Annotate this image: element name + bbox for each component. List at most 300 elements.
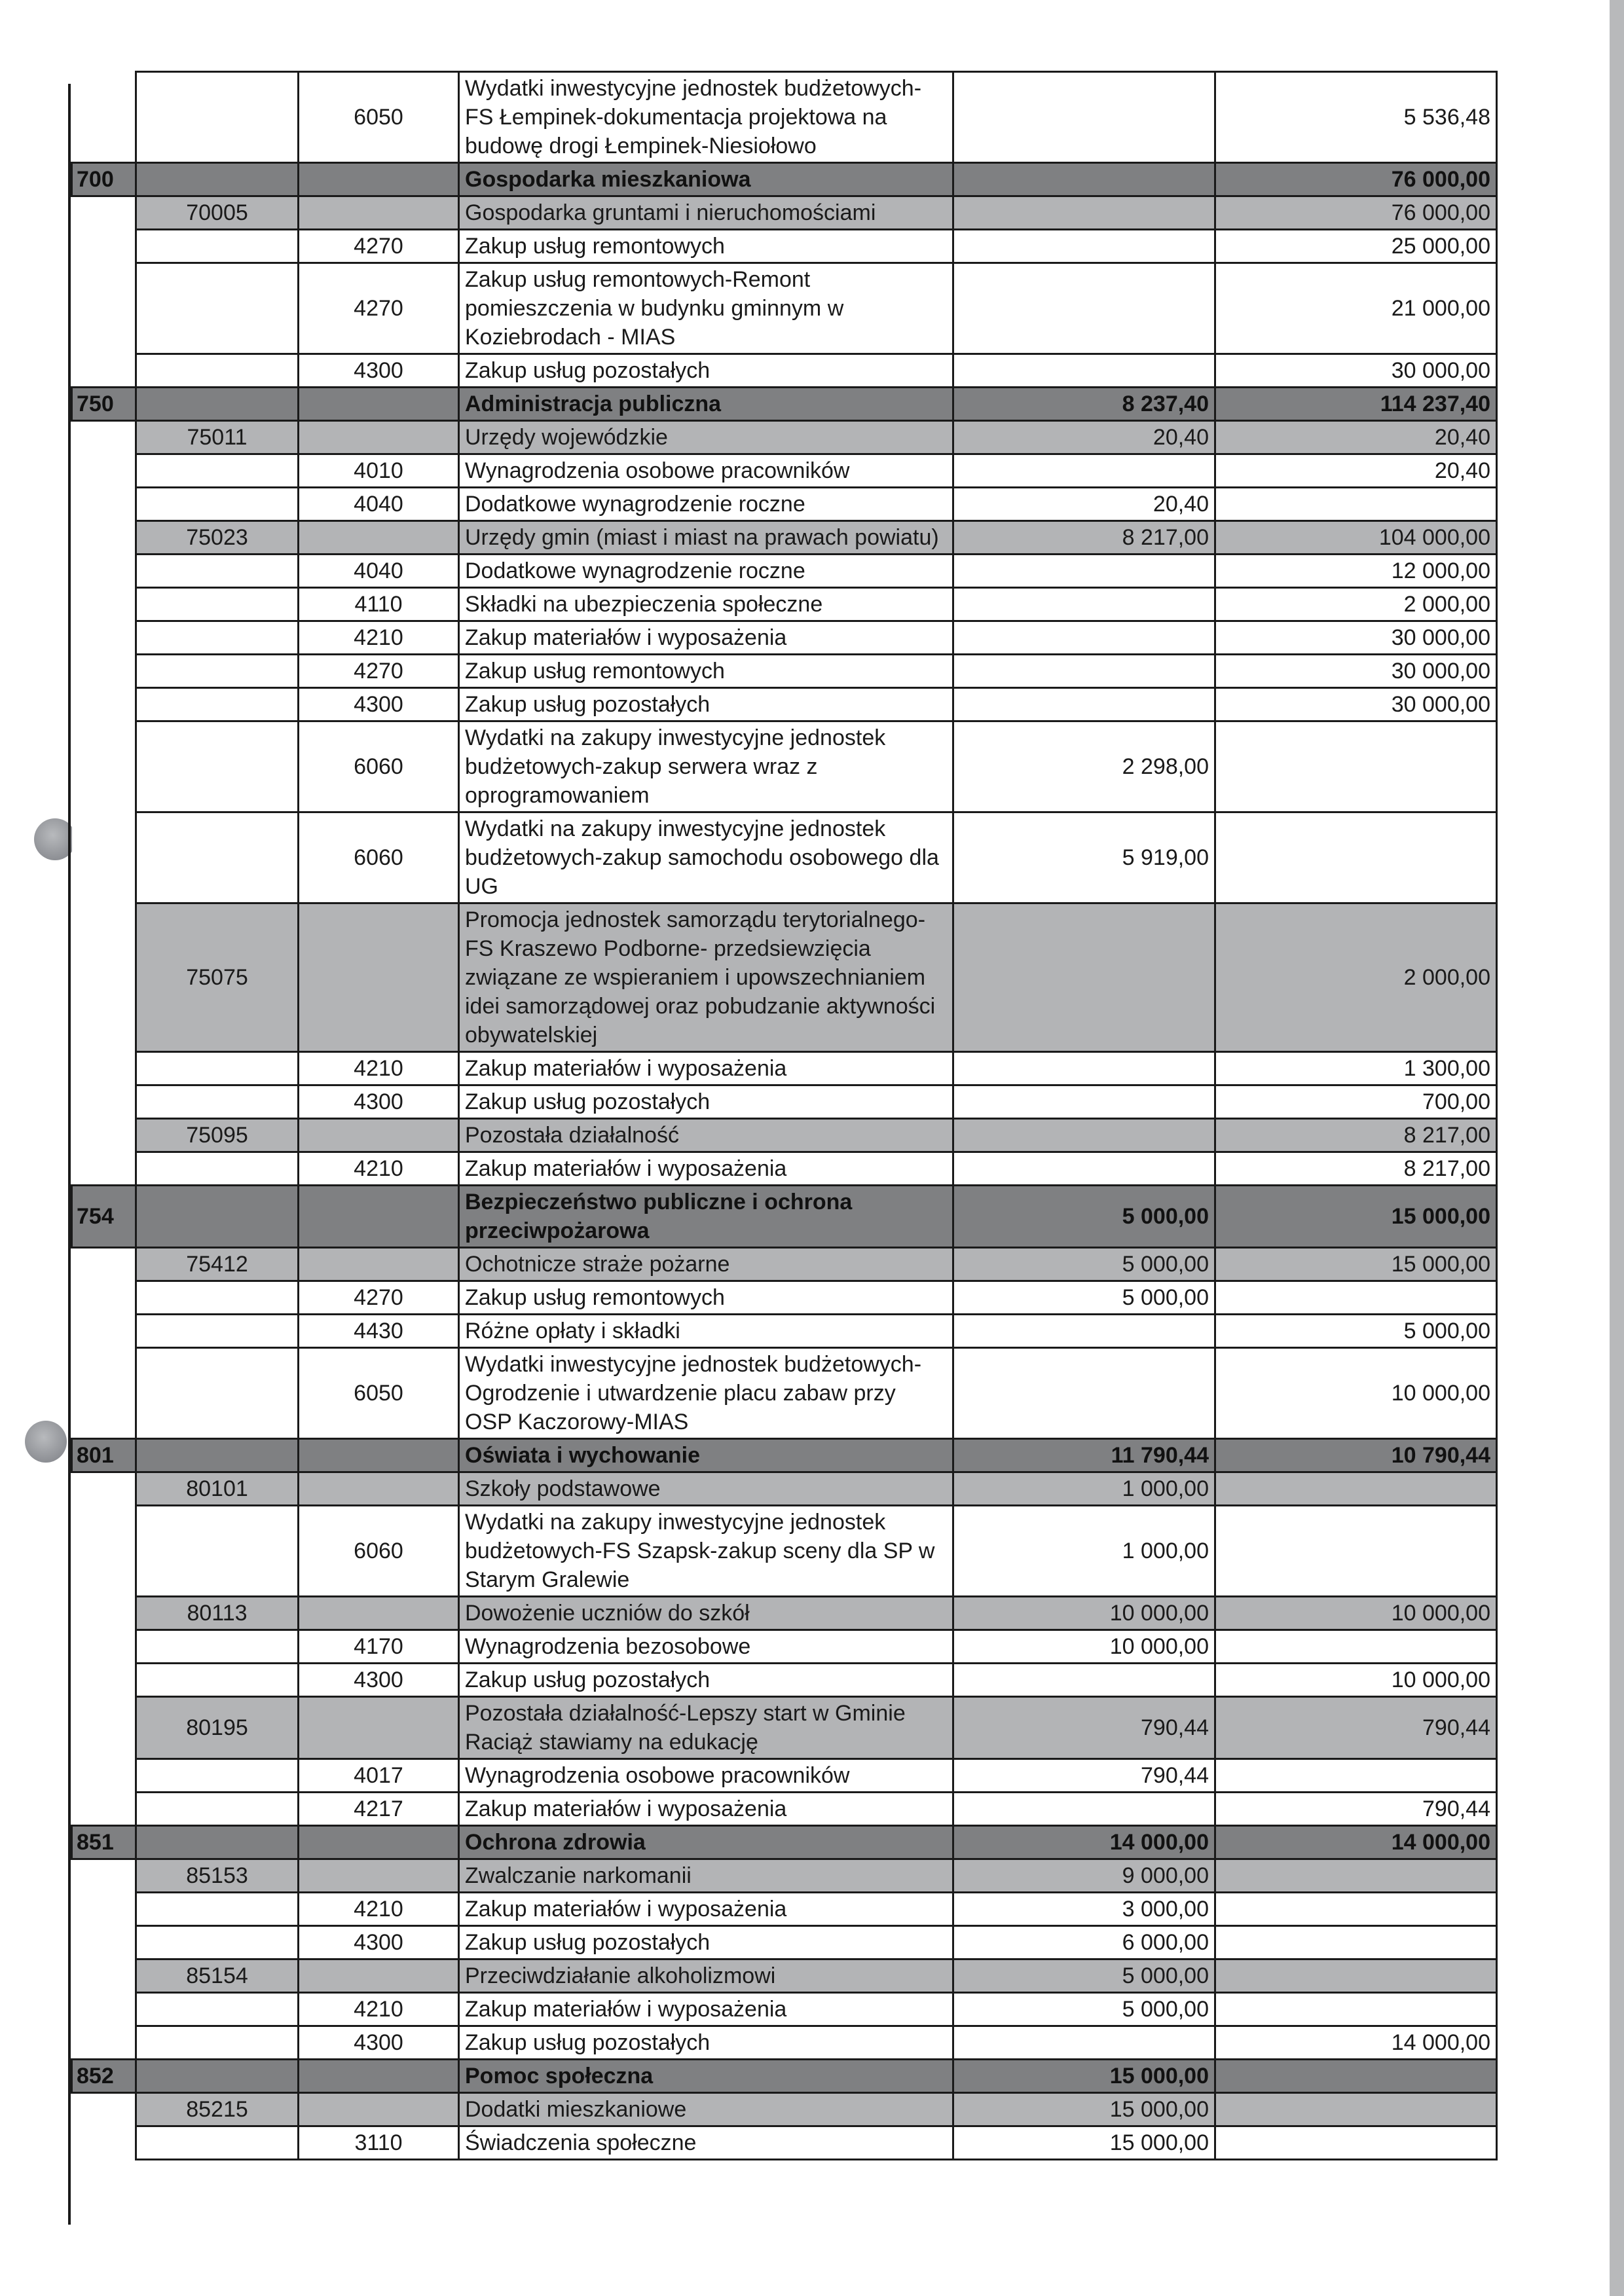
amount-increase-cell: 30 000,00 — [1215, 688, 1497, 721]
chapter-code-cell — [136, 1315, 299, 1348]
paragraph-code-cell — [299, 1472, 459, 1506]
amount-decrease-cell: 14 000,00 — [953, 1826, 1215, 1859]
description-cell: Zakup materiałów i wyposażenia — [459, 1152, 953, 1186]
amount-decrease-cell: 5 919,00 — [953, 812, 1215, 903]
chapter-code-cell — [136, 588, 299, 621]
paragraph-code-cell: 4017 — [299, 1759, 459, 1793]
section-code-cell — [72, 354, 136, 388]
paragraph-code-cell — [299, 1119, 459, 1152]
section-code-cell: 754 — [72, 1186, 136, 1248]
item-row — [72, 488, 1497, 521]
description-cell: Zakup usług pozostałych — [459, 354, 953, 388]
chapter-code-cell: 75011 — [136, 421, 299, 454]
paragraph-code-cell: 6060 — [299, 812, 459, 903]
description-cell: Bezpieczeństwo publiczne i ochrona przeciwpożarowa — [459, 1186, 953, 1248]
paragraph-code-cell: 6050 — [299, 72, 459, 163]
item-row — [72, 1348, 1497, 1439]
amount-decrease-cell — [953, 688, 1215, 721]
item-row — [72, 1506, 1497, 1597]
chapter-code-cell — [136, 1052, 299, 1085]
amount-decrease-cell — [953, 354, 1215, 388]
chapter-row — [72, 1248, 1497, 1281]
description-cell: Urzędy wojewódzkie — [459, 421, 953, 454]
section-code-cell — [72, 1926, 136, 1959]
section-code-cell — [72, 521, 136, 555]
amount-increase-cell: 5 000,00 — [1215, 1315, 1497, 1348]
section-code-cell — [72, 1993, 136, 2026]
chapter-code-cell — [136, 721, 299, 812]
item-row — [72, 1281, 1497, 1315]
chapter-row — [72, 1472, 1497, 1506]
item-row — [72, 812, 1497, 903]
section-code-cell — [72, 72, 136, 163]
amount-increase-cell — [1215, 1859, 1497, 1893]
amount-increase-cell: 14 000,00 — [1215, 2026, 1497, 2060]
section-code-cell — [72, 230, 136, 263]
amount-increase-cell — [1215, 721, 1497, 812]
description-cell: Świadczenia społeczne — [459, 2126, 953, 2160]
amount-decrease-cell — [953, 196, 1215, 230]
amount-increase-cell: 10 790,44 — [1215, 1439, 1497, 1472]
amount-increase-cell — [1215, 812, 1497, 903]
paragraph-code-cell: 6060 — [299, 721, 459, 812]
section-code-cell — [72, 812, 136, 903]
amount-decrease-cell — [953, 1152, 1215, 1186]
amount-increase-cell: 12 000,00 — [1215, 555, 1497, 588]
description-cell: Wynagrodzenia osobowe pracowników — [459, 454, 953, 488]
item-row — [72, 721, 1497, 812]
paragraph-code-cell — [299, 1248, 459, 1281]
section-code-cell — [72, 1119, 136, 1152]
amount-decrease-cell — [953, 1119, 1215, 1152]
description-cell: Dodatki mieszkaniowe — [459, 2093, 953, 2126]
paragraph-code-cell — [299, 1439, 459, 1472]
paragraph-code-cell — [299, 1959, 459, 1993]
paragraph-code-cell: 4210 — [299, 1052, 459, 1085]
paragraph-code-cell: 6060 — [299, 1506, 459, 1597]
paragraph-code-cell: 4010 — [299, 454, 459, 488]
amount-increase-cell: 21 000,00 — [1215, 263, 1497, 354]
amount-increase-cell — [1215, 488, 1497, 521]
amount-decrease-cell — [953, 1052, 1215, 1085]
amount-increase-cell: 790,44 — [1215, 1793, 1497, 1826]
amount-decrease-cell: 15 000,00 — [953, 2060, 1215, 2093]
description-cell: Szkoły podstawowe — [459, 1472, 953, 1506]
chapter-code-cell: 85154 — [136, 1959, 299, 1993]
section-code-cell — [72, 903, 136, 1052]
amount-increase-cell — [1215, 1281, 1497, 1315]
amount-increase-cell — [1215, 2093, 1497, 2126]
item-row — [72, 2026, 1497, 2060]
amount-decrease-cell — [953, 1793, 1215, 1826]
description-cell: Różne opłaty i składki — [459, 1315, 953, 1348]
amount-increase-cell: 76 000,00 — [1215, 196, 1497, 230]
chapter-code-cell — [136, 1085, 299, 1119]
amount-decrease-cell — [953, 1085, 1215, 1119]
amount-decrease-cell: 3 000,00 — [953, 1893, 1215, 1926]
chapter-code-cell: 85215 — [136, 2093, 299, 2126]
description-cell: Zakup usług remontowych — [459, 230, 953, 263]
item-row — [72, 1926, 1497, 1959]
chapter-code-cell — [136, 72, 299, 163]
paragraph-code-cell: 4170 — [299, 1630, 459, 1664]
budget-table-body — [72, 72, 1497, 2160]
section-code-cell — [72, 2026, 136, 2060]
amount-decrease-cell — [953, 2026, 1215, 2060]
amount-decrease-cell: 6 000,00 — [953, 1926, 1215, 1959]
section-code-cell — [72, 1697, 136, 1759]
item-row — [72, 1152, 1497, 1186]
paragraph-code-cell: 4217 — [299, 1793, 459, 1826]
section-code-cell: 700 — [72, 163, 136, 196]
section-code-cell — [72, 1152, 136, 1186]
description-cell: Wydatki inwestycyjne jednostek budżetowych-FS Łempinek-dokumentacja projektowa na budowę drogi Łempinek-Niesiołowo — [459, 72, 953, 163]
description-cell: Gospodarka mieszkaniowa — [459, 163, 953, 196]
chapter-row — [72, 521, 1497, 555]
description-cell: Zakup materiałów i wyposażenia — [459, 1052, 953, 1085]
description-cell: Wydatki na zakupy inwestycyjne jednostek budżetowych-zakup serwera wraz z oprogramowaniem — [459, 721, 953, 812]
chapter-row — [72, 196, 1497, 230]
section-code-cell — [72, 1472, 136, 1506]
amount-decrease-cell: 11 790,44 — [953, 1439, 1215, 1472]
section-code-cell — [72, 488, 136, 521]
description-cell: Dodatkowe wynagrodzenie roczne — [459, 488, 953, 521]
chapter-code-cell — [136, 621, 299, 655]
description-cell: Zakup usług pozostałych — [459, 1085, 953, 1119]
section-row — [72, 1826, 1497, 1859]
description-cell: Wydatki na zakupy inwestycyjne jednostek budżetowych-FS Szapsk-zakup sceny dla SP w Starym Gralewie — [459, 1506, 953, 1597]
description-cell: Zakup usług pozostałych — [459, 1926, 953, 1959]
amount-increase-cell: 15 000,00 — [1215, 1186, 1497, 1248]
paragraph-code-cell: 6050 — [299, 1348, 459, 1439]
description-cell: Pozostała działalność-Lepszy start w Gminie Raciąż stawiamy na edukację — [459, 1697, 953, 1759]
amount-increase-cell: 10 000,00 — [1215, 1597, 1497, 1630]
paragraph-code-cell: 4300 — [299, 1926, 459, 1959]
item-row — [72, 230, 1497, 263]
description-cell: Zakup materiałów i wyposażenia — [459, 1993, 953, 2026]
description-cell: Wydatki na zakupy inwestycyjne jednostek budżetowych-zakup samochodu osobowego dla UG — [459, 812, 953, 903]
description-cell: Dowożenie uczniów do szkół — [459, 1597, 953, 1630]
section-code-cell — [72, 1859, 136, 1893]
paragraph-code-cell — [299, 903, 459, 1052]
chapter-code-cell — [136, 2060, 299, 2093]
amount-decrease-cell: 10 000,00 — [953, 1597, 1215, 1630]
amount-decrease-cell — [953, 1348, 1215, 1439]
description-cell: Składki na ubezpieczenia społeczne — [459, 588, 953, 621]
description-cell: Zwalczanie narkomanii — [459, 1859, 953, 1893]
chapter-code-cell — [136, 454, 299, 488]
section-code-cell — [72, 1893, 136, 1926]
section-code-cell — [72, 1506, 136, 1597]
item-row — [72, 1793, 1497, 1826]
section-code-cell — [72, 1348, 136, 1439]
amount-decrease-cell — [953, 1664, 1215, 1697]
description-cell: Zakup materiałów i wyposażenia — [459, 1793, 953, 1826]
section-code-cell — [72, 1959, 136, 1993]
description-cell: Zakup usług remontowych — [459, 1281, 953, 1315]
paragraph-code-cell — [299, 2060, 459, 2093]
chapter-code-cell: 75075 — [136, 903, 299, 1052]
chapter-row — [72, 421, 1497, 454]
description-cell: Przeciwdziałanie alkoholizmowi — [459, 1959, 953, 1993]
item-row — [72, 1052, 1497, 1085]
chapter-code-cell: 75023 — [136, 521, 299, 555]
amount-decrease-cell: 1 000,00 — [953, 1472, 1215, 1506]
section-code-cell — [72, 196, 136, 230]
amount-increase-cell: 20,40 — [1215, 421, 1497, 454]
chapter-row — [72, 2093, 1497, 2126]
chapter-code-cell — [136, 1793, 299, 1826]
chapter-code-cell — [136, 1186, 299, 1248]
chapter-code-cell: 85153 — [136, 1859, 299, 1893]
section-row — [72, 163, 1497, 196]
section-code-cell — [72, 1597, 136, 1630]
chapter-code-cell: 80101 — [136, 1472, 299, 1506]
description-cell: Ochrona zdrowia — [459, 1826, 953, 1859]
paragraph-code-cell — [299, 196, 459, 230]
chapter-code-cell — [136, 1281, 299, 1315]
amount-increase-cell: 25 000,00 — [1215, 230, 1497, 263]
amount-decrease-cell: 20,40 — [953, 488, 1215, 521]
chapter-row — [72, 903, 1497, 1052]
section-code-cell — [72, 721, 136, 812]
chapter-code-cell — [136, 1630, 299, 1664]
description-cell: Wynagrodzenia bezosobowe — [459, 1630, 953, 1664]
item-row — [72, 72, 1497, 163]
section-code-cell — [72, 1315, 136, 1348]
paragraph-code-cell: 4040 — [299, 488, 459, 521]
paragraph-code-cell: 4210 — [299, 1993, 459, 2026]
amount-decrease-cell — [953, 163, 1215, 196]
description-cell: Gospodarka gruntami i nieruchomościami — [459, 196, 953, 230]
amount-decrease-cell — [953, 263, 1215, 354]
section-code-cell — [72, 454, 136, 488]
section-code-cell — [72, 1085, 136, 1119]
paragraph-code-cell: 4210 — [299, 1893, 459, 1926]
chapter-row — [72, 1859, 1497, 1893]
amount-decrease-cell: 790,44 — [953, 1759, 1215, 1793]
paragraph-code-cell: 4300 — [299, 2026, 459, 2060]
paragraph-code-cell: 4300 — [299, 1664, 459, 1697]
section-code-cell — [72, 421, 136, 454]
amount-decrease-cell: 9 000,00 — [953, 1859, 1215, 1893]
amount-increase-cell: 114 237,40 — [1215, 388, 1497, 421]
amount-increase-cell: 8 217,00 — [1215, 1119, 1497, 1152]
amount-decrease-cell: 1 000,00 — [953, 1506, 1215, 1597]
chapter-code-cell — [136, 263, 299, 354]
paragraph-code-cell — [299, 1186, 459, 1248]
chapter-code-cell — [136, 1506, 299, 1597]
item-row — [72, 1630, 1497, 1664]
chapter-code-cell — [136, 388, 299, 421]
paragraph-code-cell: 4270 — [299, 230, 459, 263]
amount-decrease-cell: 5 000,00 — [953, 1281, 1215, 1315]
amount-decrease-cell: 790,44 — [953, 1697, 1215, 1759]
section-row — [72, 2060, 1497, 2093]
paragraph-code-cell — [299, 388, 459, 421]
paragraph-code-cell — [299, 1697, 459, 1759]
chapter-code-cell: 80113 — [136, 1597, 299, 1630]
description-cell: Zakup usług pozostałych — [459, 1664, 953, 1697]
amount-increase-cell: 30 000,00 — [1215, 354, 1497, 388]
section-code-cell — [72, 1793, 136, 1826]
paragraph-code-cell: 4270 — [299, 655, 459, 688]
amount-increase-cell: 790,44 — [1215, 1697, 1497, 1759]
chapter-code-cell — [136, 1439, 299, 1472]
amount-increase-cell: 10 000,00 — [1215, 1348, 1497, 1439]
amount-increase-cell — [1215, 2126, 1497, 2160]
paragraph-code-cell — [299, 2093, 459, 2126]
section-code-cell: 851 — [72, 1826, 136, 1859]
paragraph-code-cell: 4210 — [299, 1152, 459, 1186]
section-row — [72, 1439, 1497, 1472]
section-code-cell — [72, 588, 136, 621]
chapter-code-cell — [136, 354, 299, 388]
chapter-code-cell — [136, 2026, 299, 2060]
chapter-code-cell — [136, 1152, 299, 1186]
amount-increase-cell — [1215, 1959, 1497, 1993]
item-row — [72, 354, 1497, 388]
amount-increase-cell: 30 000,00 — [1215, 621, 1497, 655]
amount-decrease-cell: 15 000,00 — [953, 2093, 1215, 2126]
amount-increase-cell: 5 536,48 — [1215, 72, 1497, 163]
description-cell: Zakup usług remontowych-Remont pomieszczenia w budynku gminnym w Koziebrodach - MIAS — [459, 263, 953, 354]
item-row — [72, 655, 1497, 688]
amount-increase-cell — [1215, 1630, 1497, 1664]
section-code-cell — [72, 1630, 136, 1664]
description-cell: Oświata i wychowanie — [459, 1439, 953, 1472]
description-cell: Zakup materiałów i wyposażenia — [459, 621, 953, 655]
punch-hole — [25, 1421, 67, 1463]
paragraph-code-cell: 4110 — [299, 588, 459, 621]
chapter-code-cell — [136, 655, 299, 688]
item-row — [72, 621, 1497, 655]
amount-decrease-cell — [953, 72, 1215, 163]
chapter-code-cell — [136, 812, 299, 903]
item-row — [72, 688, 1497, 721]
paragraph-code-cell — [299, 1859, 459, 1893]
chapter-code-cell — [136, 163, 299, 196]
amount-decrease-cell: 5 000,00 — [953, 1993, 1215, 2026]
amount-increase-cell: 2 000,00 — [1215, 903, 1497, 1052]
amount-decrease-cell — [953, 454, 1215, 488]
item-row — [72, 2126, 1497, 2160]
chapter-code-cell: 75412 — [136, 1248, 299, 1281]
paragraph-code-cell: 4270 — [299, 263, 459, 354]
description-cell: Zakup usług pozostałych — [459, 688, 953, 721]
chapter-code-cell: 80195 — [136, 1697, 299, 1759]
paragraph-code-cell: 4300 — [299, 354, 459, 388]
section-code-cell — [72, 1281, 136, 1315]
paragraph-code-cell: 4430 — [299, 1315, 459, 1348]
chapter-code-cell — [136, 488, 299, 521]
paragraph-code-cell: 4040 — [299, 555, 459, 588]
amount-increase-cell — [1215, 1993, 1497, 2026]
description-cell: Wydatki inwestycyjne jednostek budżetowych-Ogrodzenie i utwardzenie placu zabaw przy OSP Kaczorowy-MIAS — [459, 1348, 953, 1439]
description-cell: Wynagrodzenia osobowe pracowników — [459, 1759, 953, 1793]
amount-increase-cell — [1215, 1759, 1497, 1793]
amount-increase-cell — [1215, 1472, 1497, 1506]
item-row — [72, 1085, 1497, 1119]
section-row — [72, 1186, 1497, 1248]
amount-decrease-cell — [953, 555, 1215, 588]
paragraph-code-cell: 4300 — [299, 1085, 459, 1119]
description-cell: Zakup usług remontowych — [459, 655, 953, 688]
amount-decrease-cell: 15 000,00 — [953, 2126, 1215, 2160]
chapter-code-cell — [136, 1926, 299, 1959]
paragraph-code-cell — [299, 521, 459, 555]
chapter-code-cell — [136, 1759, 299, 1793]
section-code-cell — [72, 2126, 136, 2160]
amount-decrease-cell — [953, 621, 1215, 655]
section-code-cell: 801 — [72, 1439, 136, 1472]
amount-decrease-cell: 5 000,00 — [953, 1248, 1215, 1281]
budget-table — [71, 71, 1498, 2160]
amount-decrease-cell: 5 000,00 — [953, 1186, 1215, 1248]
amount-decrease-cell: 8 237,40 — [953, 388, 1215, 421]
amount-increase-cell — [1215, 2060, 1497, 2093]
chapter-row — [72, 1119, 1497, 1152]
paragraph-code-cell — [299, 163, 459, 196]
item-row — [72, 1315, 1497, 1348]
description-cell: Ochotnicze straże pożarne — [459, 1248, 953, 1281]
section-code-cell — [72, 263, 136, 354]
amount-increase-cell: 1 300,00 — [1215, 1052, 1497, 1085]
amount-decrease-cell: 5 000,00 — [953, 1959, 1215, 1993]
section-code-cell — [72, 1664, 136, 1697]
amount-increase-cell: 104 000,00 — [1215, 521, 1497, 555]
paragraph-code-cell: 4210 — [299, 621, 459, 655]
description-cell: Pomoc społeczna — [459, 2060, 953, 2093]
amount-increase-cell: 10 000,00 — [1215, 1664, 1497, 1697]
chapter-code-cell — [136, 1993, 299, 2026]
amount-decrease-cell — [953, 655, 1215, 688]
chapter-row — [72, 1697, 1497, 1759]
section-code-cell — [72, 2093, 136, 2126]
section-code-cell — [72, 1052, 136, 1085]
description-cell: Zakup usług pozostałych — [459, 2026, 953, 2060]
amount-decrease-cell — [953, 230, 1215, 263]
chapter-code-cell: 70005 — [136, 196, 299, 230]
chapter-row — [72, 1959, 1497, 1993]
section-code-cell — [72, 1759, 136, 1793]
description-cell: Dodatkowe wynagrodzenie roczne — [459, 555, 953, 588]
item-row — [72, 263, 1497, 354]
amount-decrease-cell — [953, 588, 1215, 621]
paragraph-code-cell — [299, 1826, 459, 1859]
chapter-row — [72, 1597, 1497, 1630]
chapter-code-cell — [136, 230, 299, 263]
item-row — [72, 1664, 1497, 1697]
chapter-code-cell — [136, 1348, 299, 1439]
item-row — [72, 1993, 1497, 2026]
description-cell: Zakup materiałów i wyposażenia — [459, 1893, 953, 1926]
chapter-code-cell — [136, 555, 299, 588]
amount-decrease-cell — [953, 1315, 1215, 1348]
paragraph-code-cell: 4270 — [299, 1281, 459, 1315]
description-cell: Pozostała działalność — [459, 1119, 953, 1152]
section-code-cell — [72, 555, 136, 588]
amount-increase-cell: 76 000,00 — [1215, 163, 1497, 196]
chapter-code-cell — [136, 1893, 299, 1926]
item-row — [72, 1893, 1497, 1926]
amount-increase-cell: 14 000,00 — [1215, 1826, 1497, 1859]
amount-decrease-cell — [953, 903, 1215, 1052]
amount-decrease-cell: 20,40 — [953, 421, 1215, 454]
amount-decrease-cell: 8 217,00 — [953, 521, 1215, 555]
paragraph-code-cell — [299, 421, 459, 454]
chapter-code-cell: 75095 — [136, 1119, 299, 1152]
